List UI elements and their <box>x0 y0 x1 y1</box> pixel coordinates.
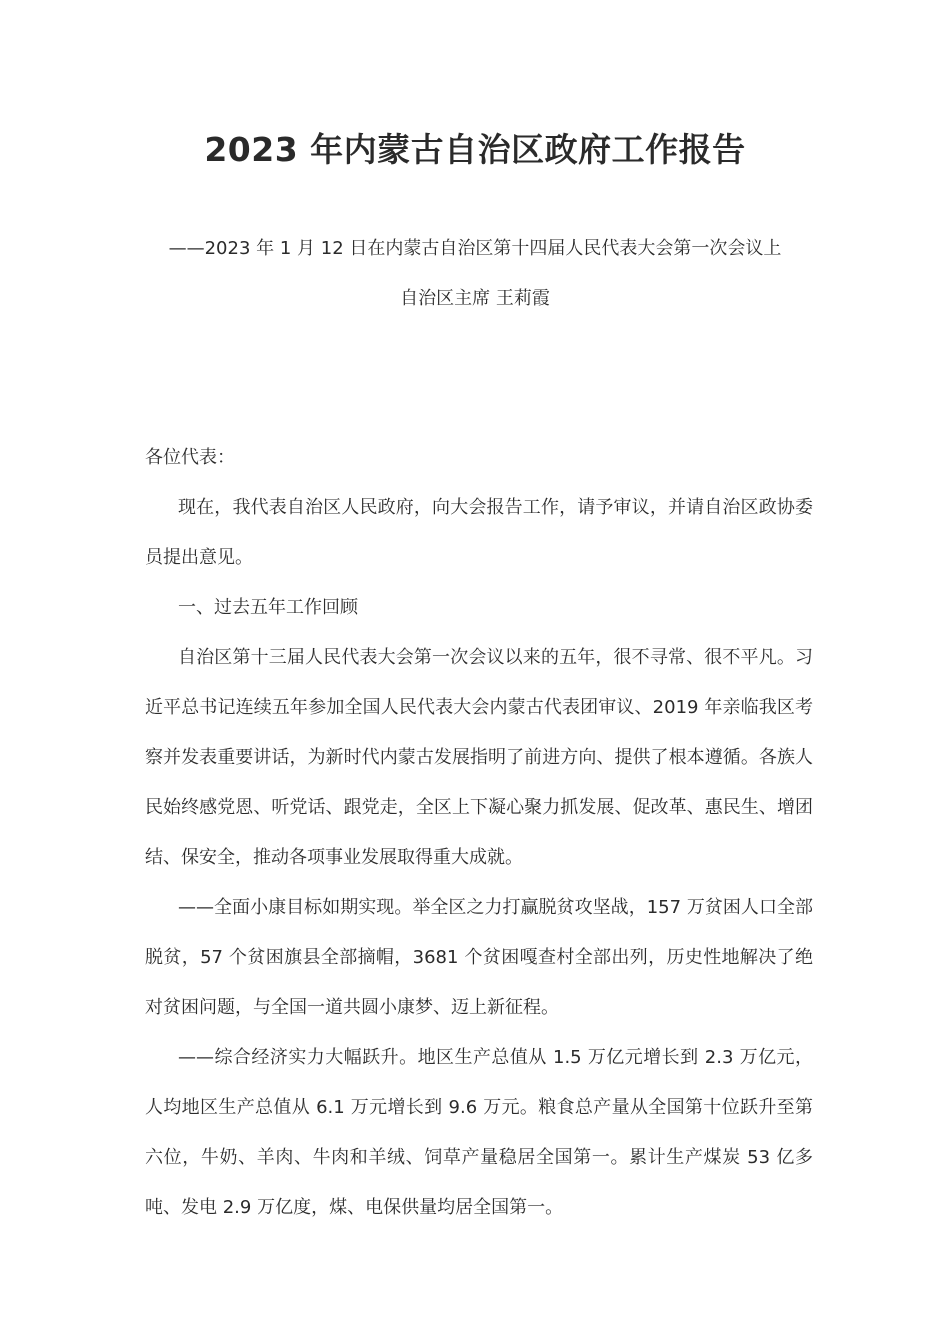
section-heading: 一、过去五年工作回顾 <box>178 597 358 618</box>
document-title: 2023 年内蒙古自治区政府工作报告 <box>204 130 746 169</box>
paragraph-review: 自治区第十三届人民代表大会第一次会议以来的五年，很不寻常、很不平凡。习近平总书记连续五年参加全国人民代表大会内蒙古代表团审议、2019 年亲临我区考察并发表重要讲话，为新时代内蒙古发展指明了前进方向、提供了根本遵循。各族人民始终感党恩、听党话、跟党走，全区上下凝心聚力抓发展、促改革、惠民生、增团结、保安全，推动各项事业发展取得重大成就。 <box>145 647 813 868</box>
document-body <box>145 433 813 1233</box>
paragraph-economy: ——综合经济实力大幅跃升。地区生产总值从 1.5 万亿元增长到 2.3 万亿元，人均地区生产总值从 6.1 万元增长到 9.6 万元。粮食总产量从全国第十位跃升至第六位，牛奶、羊肉、牛肉和羊绒、饲草产量稳居全国第一。累计生产煤炭 53 亿多吨、发电 2.9 万亿度，煤、电保供量均居全国第一。 <box>145 1047 813 1218</box>
paragraph-salutation: 各位代表： <box>145 447 235 468</box>
document-subtitle-speaker: 自治区主席 王莉霞 <box>400 288 550 309</box>
document-subtitle-occasion: ——2023 年 1 月 12 日在内蒙古自治区第十四届人民代表大会第一次会议上 <box>168 238 782 259</box>
paragraph-poverty: ——全面小康目标如期实现。举全区之力打赢脱贫攻坚战，157 万贫困人口全部脱贫，57 个贫困旗县全部摘帽，3681 个贫困嘎查村全部出列，历史性地解决了绝对贫困问题，与全国一道共圆小康梦、迈上新征程。 <box>145 897 813 1018</box>
paragraph-opening: 现在，我代表自治区人民政府，向大会报告工作，请予审议，并请自治区政协委员提出意见。 <box>145 497 813 568</box>
